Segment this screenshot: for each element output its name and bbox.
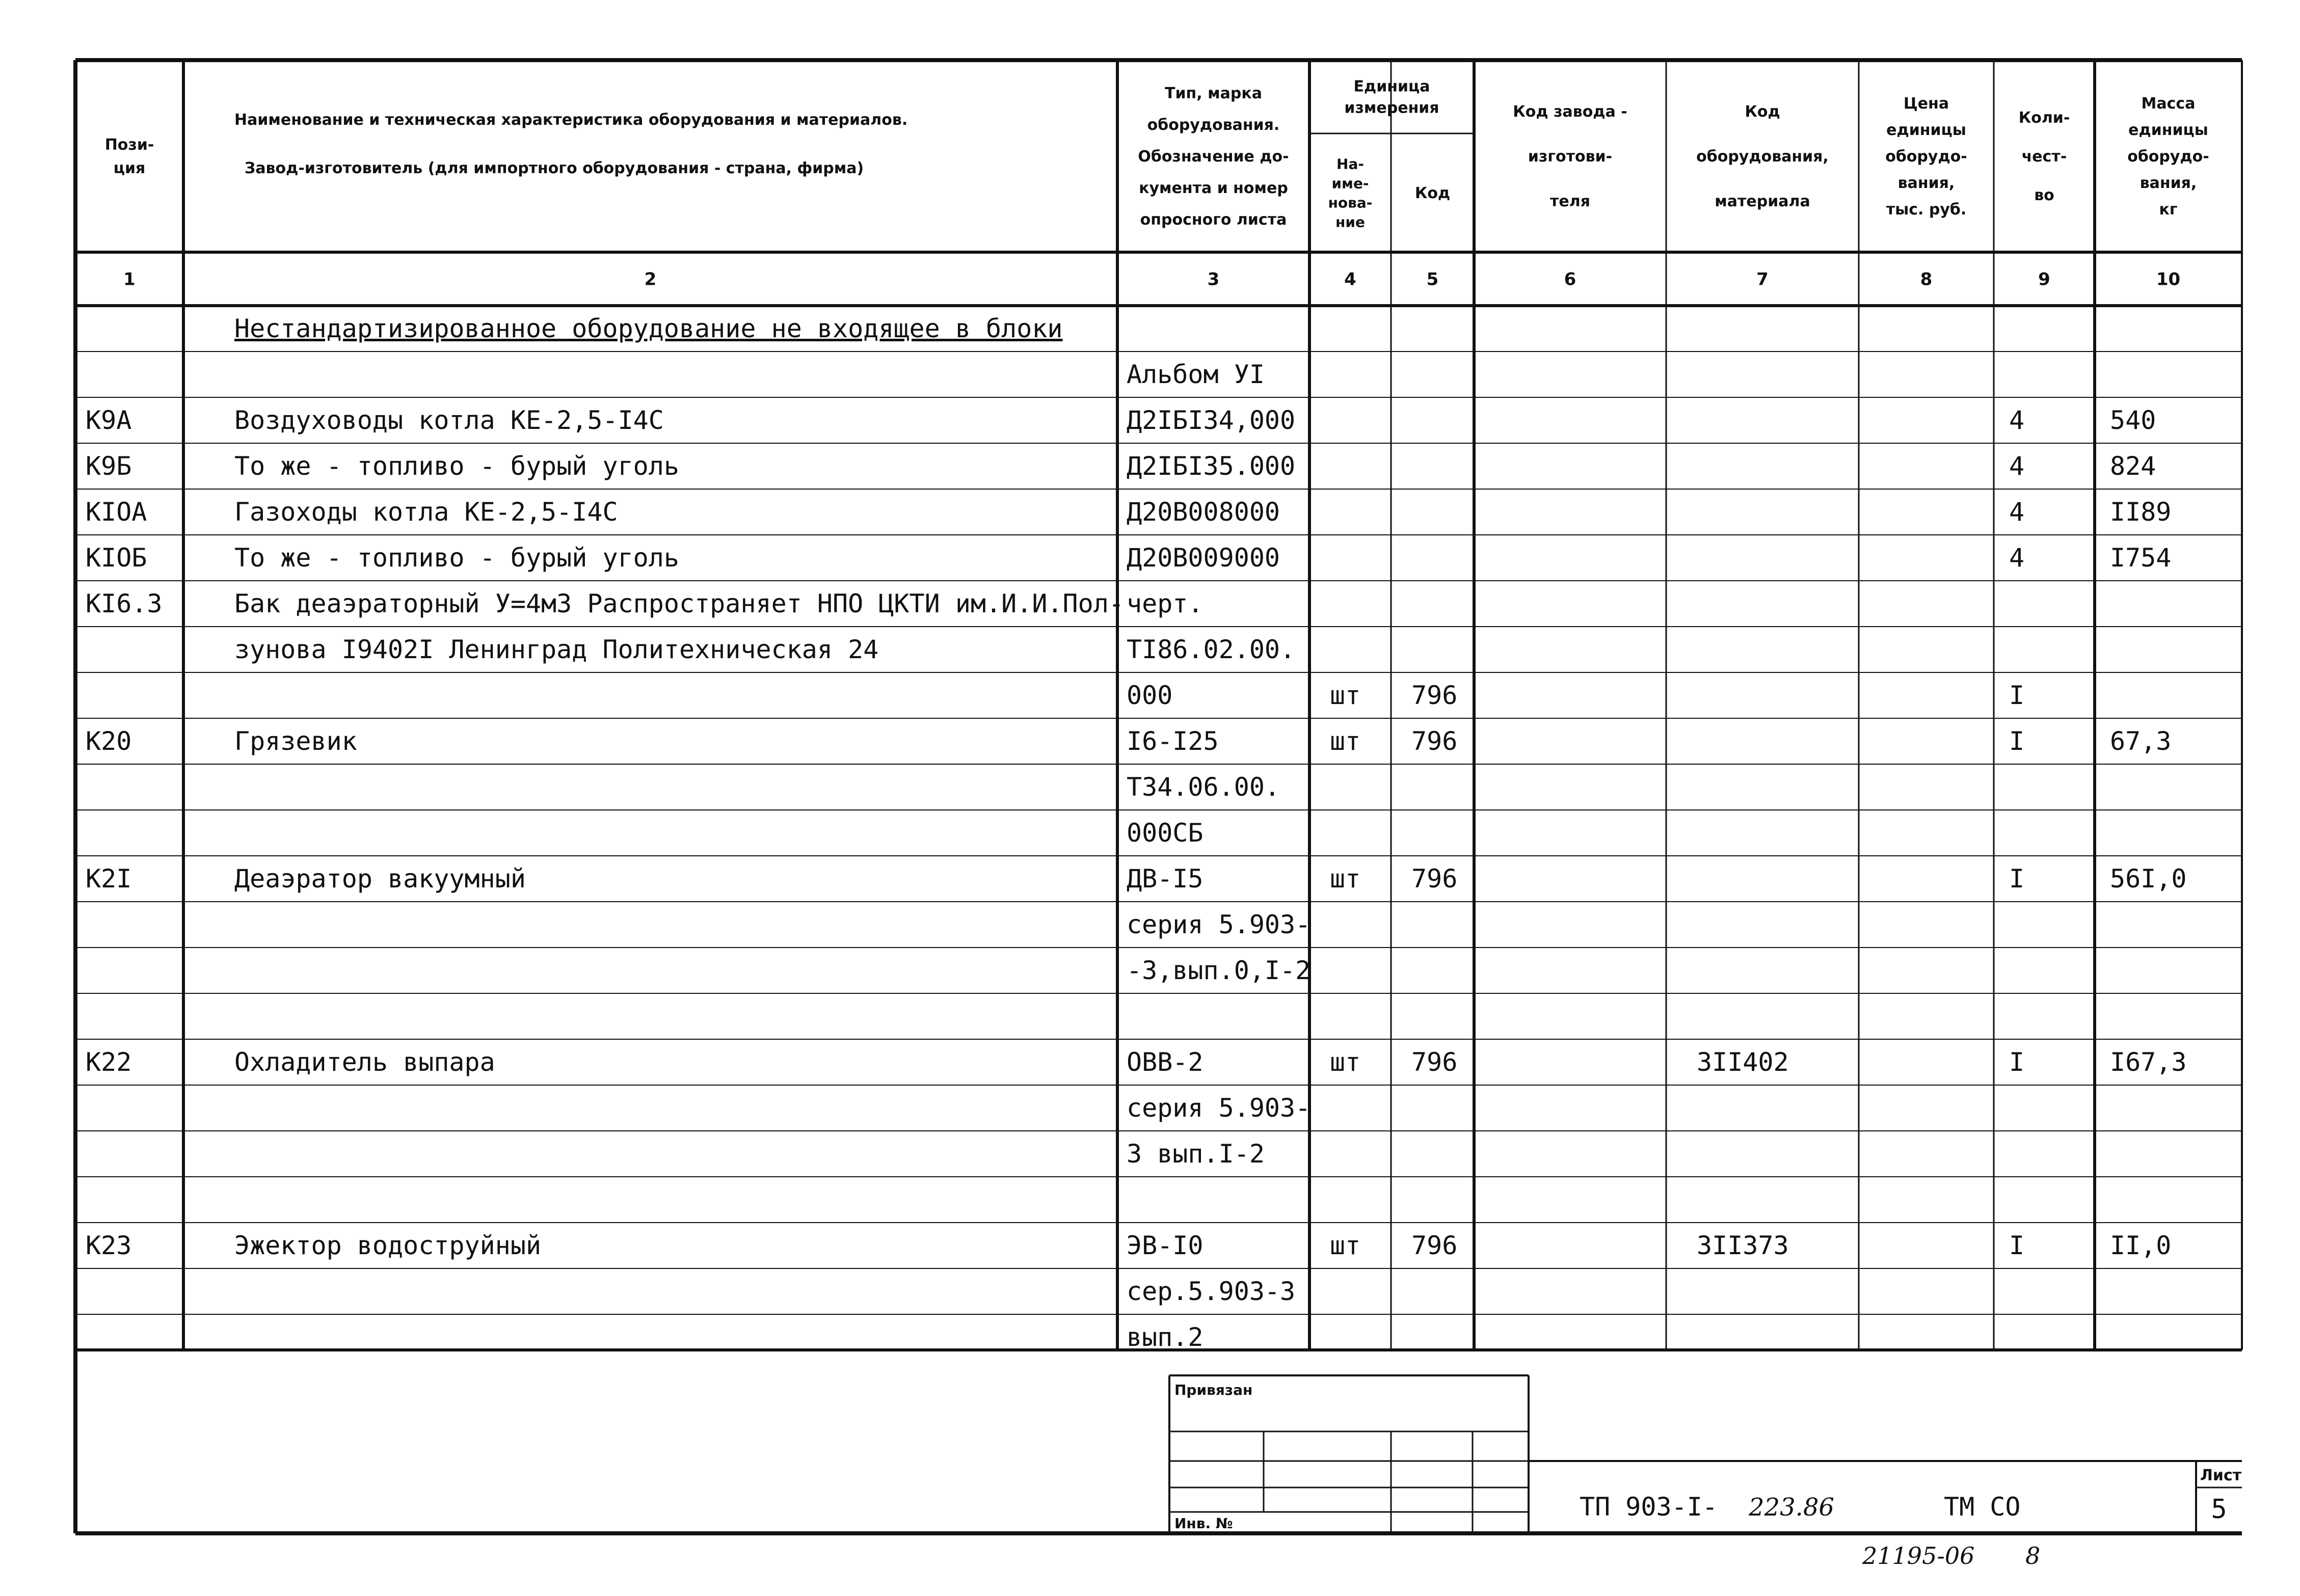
column-number-2: 2: [644, 269, 657, 290]
cell-mass: 540: [2110, 405, 2156, 435]
archive-number-handwritten: 21195-06: [1862, 1542, 1975, 1570]
cell-type: вып.2: [1127, 1322, 1204, 1352]
cell-name: Эжектор водоструйный: [234, 1231, 542, 1260]
header-position: Пози-ция: [104, 136, 154, 177]
cell-equipment-code: 3II402: [1697, 1047, 1789, 1077]
cell-quantity: 4: [2009, 497, 2025, 527]
cell-quantity: 4: [2009, 543, 2025, 573]
header-unit-code: Код: [1414, 184, 1451, 202]
column-number-7: 7: [1756, 269, 1769, 290]
header-unit-price: Цена единицы оборудо-вания, тыс. руб.: [1885, 95, 1967, 219]
cell-mass: I67,3: [2110, 1047, 2187, 1077]
cell-name: Охладитель выпара: [234, 1047, 495, 1077]
stamp-linked-label: Привязан: [1174, 1382, 1253, 1398]
cell-unit-code: 796: [1411, 726, 1458, 756]
cell-name: Газоходы котла КЕ-2,5-I4С: [234, 497, 618, 527]
doc-code-handwritten: 223.86: [1749, 1493, 1834, 1522]
cell-type: ТI86.02.00.: [1127, 635, 1296, 664]
cell-quantity: I: [2009, 1231, 2025, 1260]
cell-unit-code: 796: [1411, 681, 1458, 710]
cell-position: К2I: [86, 864, 132, 894]
cell-mass: I754: [2110, 543, 2172, 573]
cell-type: Альбом УI: [1127, 360, 1265, 389]
archive-number-handwritten-suffix: 8: [2025, 1542, 2041, 1570]
cell-name: Бак деаэраторный У=4м3 Распространяет НПО ЦКТИ им.И.И.Пол-: [234, 589, 1124, 618]
cell-type: ОВВ-2: [1127, 1047, 1204, 1077]
cell-name: То же - топливо - бурый уголь: [234, 543, 679, 573]
sheet-label: Лист: [2200, 1467, 2242, 1484]
column-number-6: 6: [1564, 269, 1576, 290]
cell-name: Нестандартизированное оборудование не входящее в блоки: [234, 314, 1063, 343]
cell-unit-name: шт: [1330, 681, 1361, 710]
header-equipment-code: Код оборудования, материала: [1696, 103, 1829, 210]
cell-position: К22: [86, 1047, 132, 1077]
cell-type: черт.: [1127, 589, 1204, 618]
cell-position: К23: [86, 1231, 132, 1260]
cell-position: К9А: [86, 405, 132, 435]
cell-quantity: 4: [2009, 405, 2025, 435]
cell-type: Д20В009000: [1127, 543, 1280, 573]
stamp-inventory-label: Инв. №: [1174, 1515, 1233, 1532]
column-number-5: 5: [1426, 269, 1439, 290]
cell-quantity: 4: [2009, 451, 2025, 481]
cell-equipment-code: 3II373: [1697, 1231, 1789, 1260]
cell-mass: II89: [2110, 497, 2172, 527]
cell-unit-code: 796: [1411, 1231, 1458, 1260]
cell-position: К9Б: [86, 451, 132, 481]
cell-position: КIОБ: [86, 543, 147, 573]
cell-position: КIОА: [86, 497, 147, 527]
cell-type: 000: [1127, 681, 1173, 710]
header-name-line1: Наименование и техническая характеристика оборудования и материалов.: [234, 111, 908, 129]
column-number-4: 4: [1344, 269, 1356, 290]
cell-type: 000СБ: [1127, 818, 1204, 848]
cell-unit-name: шт: [1330, 1047, 1361, 1077]
doc-section: ТМ СО: [1944, 1492, 2021, 1522]
header-unit-mass: Масса единицы оборудо-вания, кг: [2127, 95, 2209, 219]
cell-quantity: I: [2009, 726, 2025, 756]
cell-type: Т34.06.00.: [1127, 772, 1280, 802]
header-quantity: Коли-чест-во: [2018, 109, 2070, 204]
column-number-3: 3: [1207, 269, 1220, 290]
cell-type: ЭВ-I0: [1127, 1231, 1204, 1260]
cell-name: Деаэратор вакуумный: [234, 864, 526, 894]
cell-mass: II,0: [2110, 1231, 2172, 1260]
cell-mass: 56I,0: [2110, 864, 2187, 894]
cell-position: КI6.3: [86, 589, 163, 618]
column-number-9: 9: [2038, 269, 2050, 290]
column-number-1: 1: [123, 269, 136, 290]
column-number-8: 8: [1920, 269, 1933, 290]
cell-unit-code: 796: [1411, 864, 1458, 894]
cell-type: сер.5.903-3: [1127, 1277, 1296, 1306]
cell-mass: 67,3: [2110, 726, 2172, 756]
cell-name: Воздуховоды котла КЕ-2,5-I4С: [234, 405, 664, 435]
cell-unit-name: шт: [1330, 726, 1361, 756]
cell-type: I6-I25: [1127, 726, 1219, 756]
header-unit-group: Единица измерения: [1344, 77, 1439, 117]
cell-type: Д20В008000: [1127, 497, 1280, 527]
cell-type: 3 вып.I-2: [1127, 1139, 1265, 1169]
cell-type: серия 5.903-: [1127, 1093, 1311, 1123]
cell-name: Грязевик: [234, 726, 357, 756]
cell-unit-name: шт: [1330, 864, 1361, 894]
header-type: Тип, марка оборудования. Обозначение до-кумента и номер опросного листа: [1138, 85, 1289, 229]
cell-quantity: I: [2009, 864, 2025, 894]
cell-type: серия 5.903-: [1127, 910, 1311, 939]
cell-type: Д2IБI34,000: [1127, 405, 1296, 435]
cell-position: К20: [86, 726, 132, 756]
header-plant-code: Код завода -изготови-теля: [1513, 103, 1627, 210]
cell-type: Д2IБI35.000: [1127, 451, 1296, 481]
cell-unit-code: 796: [1411, 1047, 1458, 1077]
cell-type: ДВ-I5: [1127, 864, 1204, 894]
cell-mass: 824: [2110, 451, 2156, 481]
sheet-number: 5: [2211, 1494, 2227, 1525]
cell-type: -3,вып.0,I-2: [1127, 956, 1311, 985]
header-unit-name: На-име-нова-ние: [1328, 155, 1373, 231]
cell-quantity: I: [2009, 1047, 2025, 1077]
column-number-10: 10: [2156, 269, 2181, 290]
doc-code-printed: ТП 903-I-: [1580, 1492, 1718, 1522]
cell-name: зунова I9402I Ленинград Политехническая 24: [234, 635, 879, 664]
header-name-line2: Завод-изготовитель (для импортного оборудования - страна, фирма): [245, 159, 864, 177]
cell-quantity: I: [2009, 681, 2025, 710]
cell-unit-name: шт: [1330, 1231, 1361, 1260]
cell-name: То же - топливо - бурый уголь: [234, 451, 679, 481]
